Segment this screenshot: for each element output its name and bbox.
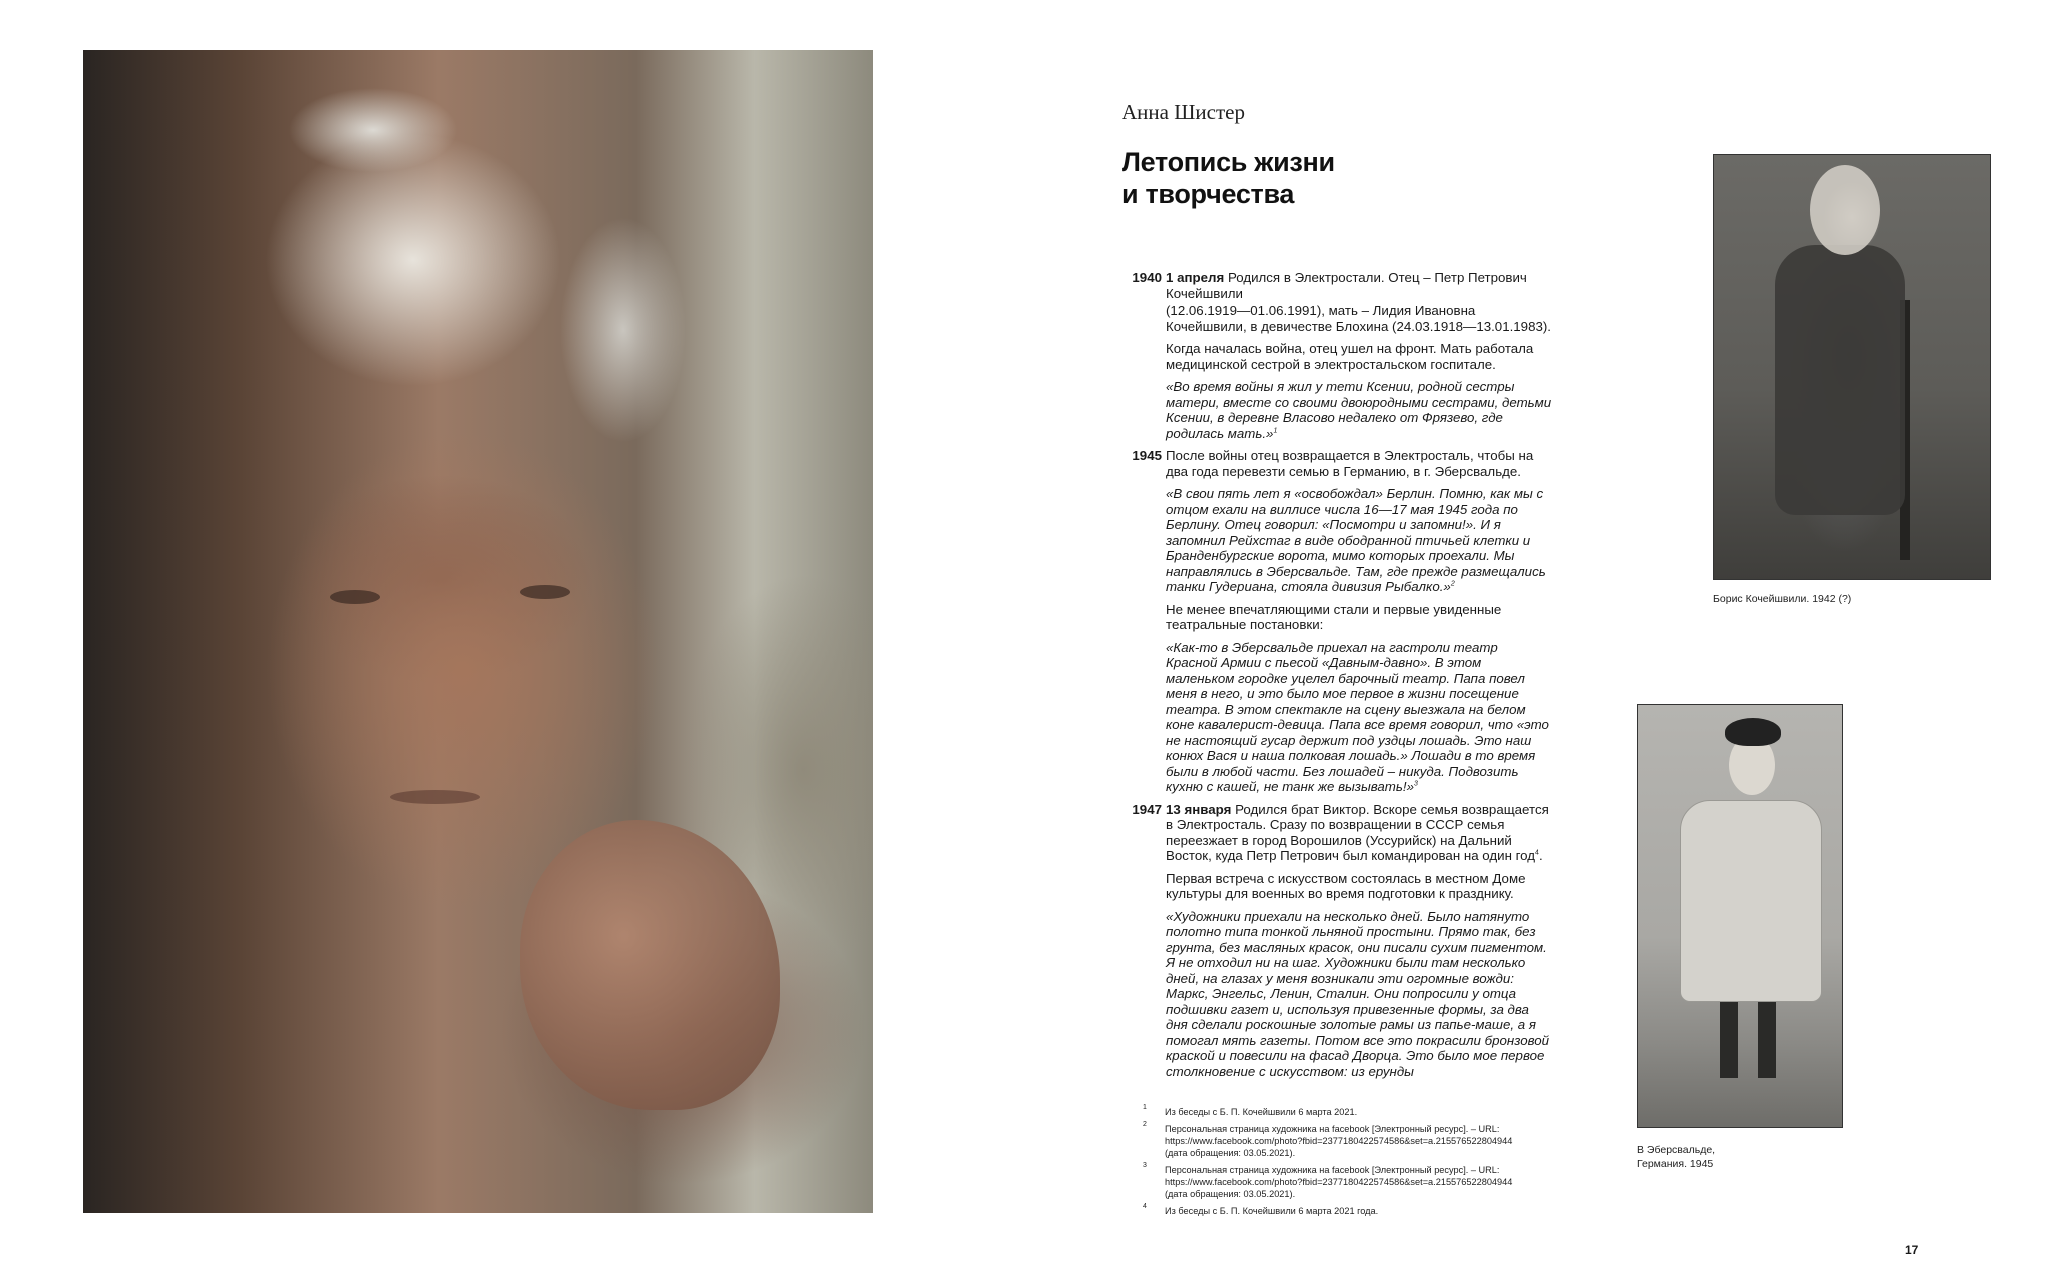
author-name: Анна Шистер (1122, 100, 1245, 124)
photo-caption: Борис Кочейшвили. 1942 (?) (1713, 593, 1852, 605)
footnote (1143, 1123, 1523, 1159)
footnotes (1143, 1106, 1523, 1222)
footnote-text: Персональная страница художника на facebook [Электронный ресурс]. – URL: https://www.facebook.com/photo?fbid=2377180422574586&set=a.215576522804944 (дата обращения: 03.05.2021). (1165, 1124, 1513, 1158)
title-line: и творчества (1122, 179, 1295, 209)
portrait-photo-detail (520, 585, 570, 599)
footnote-text: Персональная страница художника на facebook [Электронный ресурс]. – URL: https://www.facebook.com/photo?fbid=2377180422574586&set=a.215576522804944 (дата обращения: 03.05.2021). (1165, 1165, 1513, 1199)
entry-paragraph: (12.06.1919—01.06.1991), мать – Лидия Ивановна Кочейшвили, в девичестве Блохина (24.03.1918—13.01.1983). (1166, 303, 1551, 334)
photo-detail (1680, 800, 1822, 1002)
footnote-ref: 2 (1450, 580, 1455, 588)
photo-detail (1810, 165, 1880, 255)
chronology (1122, 270, 1552, 1086)
footnote-number: 4 (1143, 1203, 1147, 1210)
entry-quote: «Художники приехали на несколько дней. Было натянуто полотно типа тонкой льняной простыни. Прямо так, без грунта, без масляных красок, они писали сухим пигментом. Я не отходил ни на шаг. Художники были там несколько дней, на глазах у меня возникали эти огромные вожди: Маркс, Энгельс, Ленин, Сталин. Они попросили у отца подшивки газет и, используя привезенные формы, за два дня сделали роскошные золотые рамы из папье-маше, а я помогал мять газеты. Потом все это покрасили бронзовой краской и повесили на фасад Дворца. Это было мое первое столкновение с искусством: из ерунды (1166, 908, 1550, 1079)
entry-paragraph: 13 января Родился брат Виктор. Вскоре семья возвращается в Электросталь. Сразу по возвращении в СССР семья переезжает в город Ворошилов (Уссурийск) на Дальний Восток, куда Петр Петрович был командирован на один год$^4$. (1166, 801, 1549, 863)
entry-year: 1945 (1132, 448, 1162, 463)
photo-caption: В Эберсвальде, Германия. 1945 (1637, 1144, 1716, 1170)
portrait-photo-detail (390, 790, 480, 804)
footnote (1143, 1106, 1523, 1118)
chronology-entry (1122, 802, 1552, 1080)
entry-paragraph: Первая встреча с искусством состоялась в местном Доме культуры для военных во время подготовки к празднику. (1166, 870, 1526, 901)
photo-detail (1758, 998, 1776, 1078)
title-line: Летопись жизни (1122, 147, 1335, 177)
entry-date: 1 апреля (1166, 270, 1225, 285)
chronology-entry (1122, 270, 1552, 441)
footnote (1143, 1164, 1523, 1200)
entry-quote: «В свои пять лет я «освобождал» Берлин. Помню, как мы с отцом ехали на виллисе числа 16—17 мая 1945 года по Берлину. Отец говорил: «Посмотри и запомни!». И я запомнил Рейхстаг в виде ободранной птичьей клетки и Бранденбургские ворота, мимо которых проехали. Мы направлялись в Эберсвальде. Там, где прежде размещались танки Гудериана, стояла дивизия Рыбалко.»$^2$ (1166, 486, 1546, 594)
footnote-number: 3 (1143, 1162, 1147, 1169)
entry-paragraph: Когда началась война, отец ушел на фронт. Мать работала медицинской сестрой в электростальском госпитале. (1166, 341, 1534, 372)
page-title (1122, 146, 1335, 210)
entry-date: 13 января (1166, 801, 1232, 817)
chronology-entry (1122, 448, 1552, 795)
entry-year: 1947 (1132, 801, 1162, 817)
entry-year: 1940 (1132, 270, 1162, 285)
entry-quote: «Как-то в Эберсвальде приехал на гастроли театр Красной Армии с пьесой «Давным-давно». В этом маленьком городке уцелел барочный театр. Папа повел меня в него, и это было мое первое в жизни посещение театра. В этом спектакле на сцену выезжала на белом коне кавалерист-девица. Папа все время говорил, что «это не настоящий гусар держит под уздцы лошадь. Это наш конюх Вася и наша полковая лошадь.» Лошади в то время были в любой части. Без лошадей – никуда. Подвозить кухню с кашей, не танк же вызывать!»$^3$ (1166, 639, 1549, 794)
photo-detail (1725, 718, 1781, 746)
footnote-number: 2 (1143, 1121, 1147, 1128)
photo-detail (1775, 245, 1905, 515)
photo-detail (1720, 998, 1738, 1078)
footnote-text: Из беседы с Б. П. Кочейшвили 6 марта 2021 года. (1165, 1206, 1379, 1216)
portrait-photo-detail (330, 590, 380, 604)
footnote-text: Из беседы с Б. П. Кочейшвили 6 марта 2021. (1165, 1107, 1358, 1117)
entry-paragraph: Не менее впечатляющими стали и первые увиденные театральные постановки: (1166, 601, 1502, 632)
entry-paragraph: После войны отец возвращается в Электросталь, чтобы на два года перевезти семью в Германию, в г. Эберсвальде. (1166, 448, 1534, 479)
entry-paragraph: 1 апреля Родился в Электростали. Отец – Петр Петрович Кочейшвили (1166, 270, 1527, 301)
footnote-number: 1 (1143, 1104, 1147, 1111)
footnote-ref: 3 (1413, 780, 1418, 788)
footnote-ref: 1 (1273, 427, 1278, 435)
entry-quote: «Во время войны я жил у тети Ксении, родной сестры матери, вместе со своими двоюродными сестрами, детьми Ксении, в деревне Власово недалеко от Фрязево, где родилась мать.»$^1$ (1166, 379, 1552, 441)
footnote (1143, 1205, 1523, 1217)
footnote-ref: 4 (1535, 849, 1539, 857)
page-number: 17 (1905, 1243, 1919, 1257)
